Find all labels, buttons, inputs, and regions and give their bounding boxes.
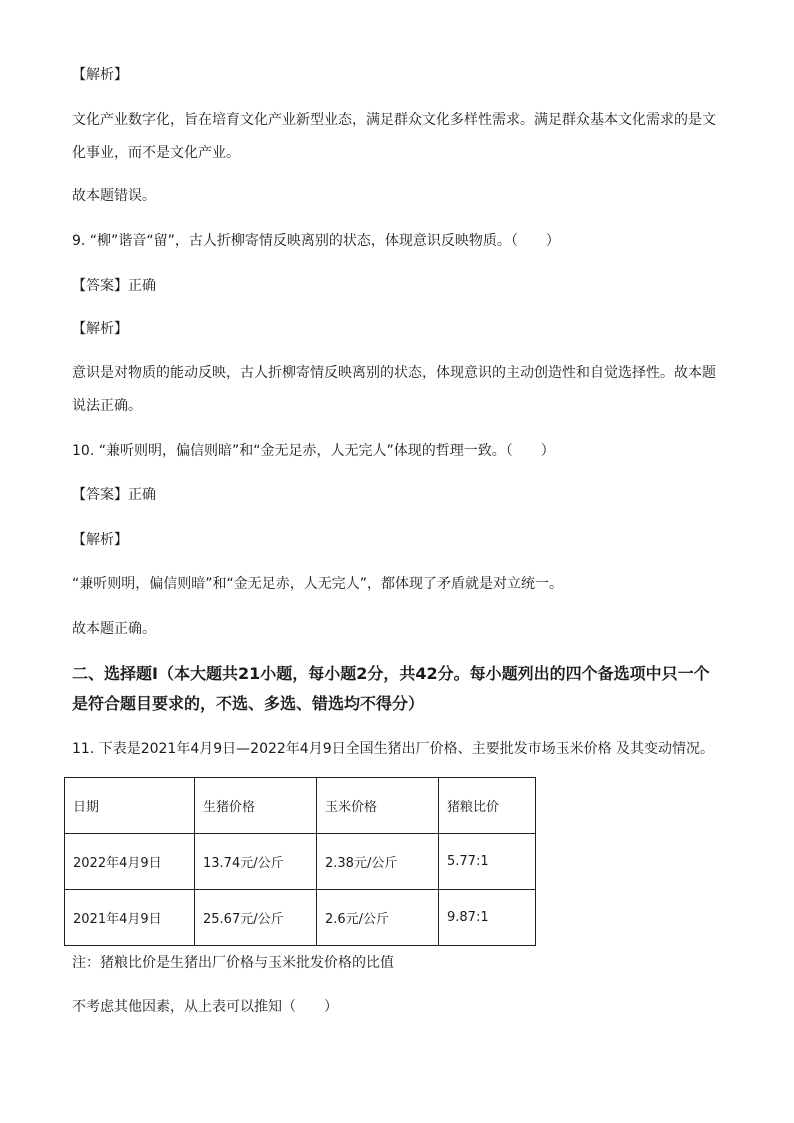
table-cell: 2.6元/公斤 xyxy=(317,890,439,946)
table-row xyxy=(65,834,536,890)
section-heading: 二、选择题Ⅰ（本大题共21小题，每小题2分，共42分。每小题列出的四个备选项中只一个是符合题目要求的，不选、多选、错选均不得分） xyxy=(72,664,710,713)
analysis-text: “兼听则明，偏信则暗”和“金无足赤，人无完人”，都体现了矛盾就是对立统一。 xyxy=(72,576,564,592)
table-row xyxy=(65,890,536,946)
table-header-cell: 猪粮比价 xyxy=(439,778,536,834)
analysis-label: 【解析】 xyxy=(72,532,128,548)
price-table xyxy=(64,777,536,946)
question-prompt: 不考虑其他因素，从上表可以推知（ ） xyxy=(72,999,338,1015)
table-cell: 5.77:1 xyxy=(439,834,536,890)
table-cell: 2021年4月9日 xyxy=(65,890,195,946)
table-header-cell: 玉米价格 xyxy=(317,778,439,834)
table-cell: 9.87:1 xyxy=(439,890,536,946)
table-cell: 25.67元/公斤 xyxy=(195,890,317,946)
table-header-cell: 日期 xyxy=(65,778,195,834)
table-cell: 13.74元/公斤 xyxy=(195,834,317,890)
table-note: 注：猪粮比价是生猪出厂价格与玉米批发价格的比值 xyxy=(72,955,394,971)
answer-label: 【答案】 xyxy=(72,487,128,503)
analysis-text: 意识是对物质的能动反映，古人折柳寄情反映离别的状态，体现意识的主动创造性和自觉选择性。故本题说法正确。 xyxy=(72,365,716,414)
answer-label: 【答案】 xyxy=(72,278,128,294)
answer-value: 正确 xyxy=(128,487,156,503)
question-11: 11. 下表是2021年4月9日—2022年4月9日全国生猪出厂价格、主要批发市场玉米价格 及其变动情况。 xyxy=(72,741,715,757)
table-header-cell: 生猪价格 xyxy=(195,778,317,834)
question-10: 10. “兼听则明，偏信则暗”和“金无足赤，人无完人”体现的哲理一致。（ ） xyxy=(72,443,555,459)
analysis-label: 【解析】 xyxy=(72,67,128,83)
table-cell: 2022年4月9日 xyxy=(65,834,195,890)
question-9: 9. “柳”谐音“留”，古人折柳寄情反映离别的状态，体现意识反映物质。（ ） xyxy=(72,233,560,249)
table-cell: 2.38元/公斤 xyxy=(317,834,439,890)
analysis-label: 【解析】 xyxy=(72,321,128,337)
conclusion-text: 故本题错误。 xyxy=(72,188,156,204)
answer-9 xyxy=(72,276,156,296)
conclusion-text: 故本题正确。 xyxy=(72,621,156,637)
answer-value: 正确 xyxy=(128,278,156,294)
analysis-text: 文化产业数字化，旨在培育文化产业新型业态，满足群众文化多样性需求。满足群众基本文化需求的是文化事业，而不是文化产业。 xyxy=(72,112,716,161)
table-header-row xyxy=(65,778,536,834)
answer-10 xyxy=(72,485,156,505)
